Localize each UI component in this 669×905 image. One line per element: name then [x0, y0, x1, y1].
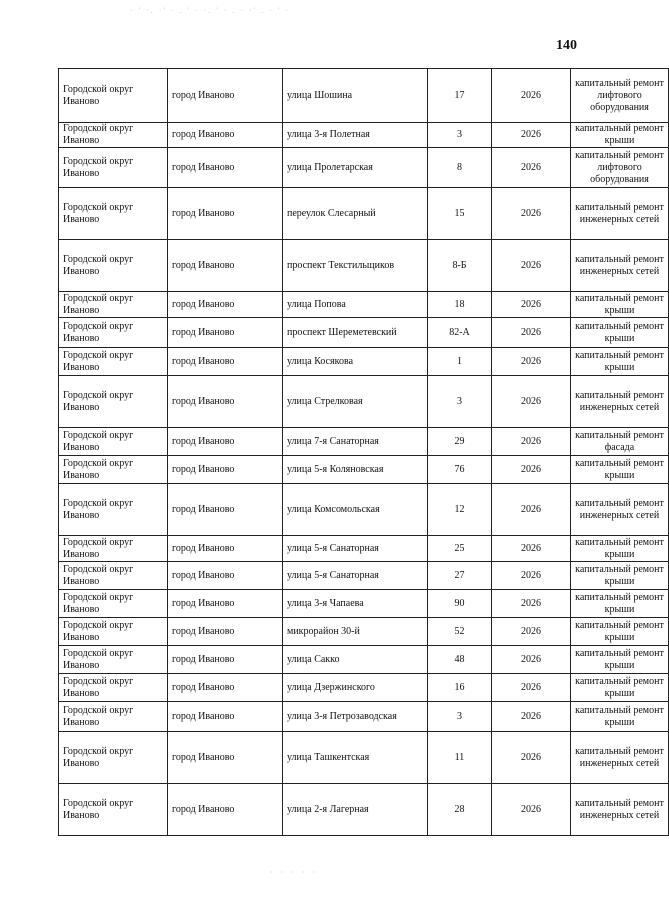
municipality-cell: Городской округ Иваново: [59, 562, 168, 590]
city-cell: город Иваново: [168, 784, 283, 836]
street-cell: переулок Слесарный: [283, 188, 428, 240]
street-cell: микрорайон 30-й: [283, 618, 428, 646]
table-row: [59, 148, 669, 188]
table-row: [59, 348, 669, 376]
table-row: [59, 123, 669, 148]
work-type-cell: капитальный ремонт инженерных сетей: [571, 376, 669, 428]
year-cell: 2026: [492, 348, 571, 376]
street-cell: улица Ташкентская: [283, 732, 428, 784]
municipality-cell: Городской округ Иваново: [59, 702, 168, 732]
municipality-cell: Городской округ Иваново: [59, 148, 168, 188]
house-number-cell: 90: [428, 590, 492, 618]
house-number-cell: 3: [428, 376, 492, 428]
table-row: [59, 784, 669, 836]
house-number-cell: 8-Б: [428, 240, 492, 292]
work-type-cell: капитальный ремонт крыши: [571, 292, 669, 318]
municipality-cell: Городской округ Иваново: [59, 69, 168, 123]
street-cell: улица Стрелковая: [283, 376, 428, 428]
municipality-cell: Городской округ Иваново: [59, 674, 168, 702]
street-cell: улица 3-я Петрозаводская: [283, 702, 428, 732]
year-cell: 2026: [492, 376, 571, 428]
work-type-cell: капитальный ремонт инженерных сетей: [571, 484, 669, 536]
table-row: [59, 702, 669, 732]
street-cell: улица 7-я Санаторная: [283, 428, 428, 456]
municipality-cell: Городской округ Иваново: [59, 784, 168, 836]
city-cell: город Иваново: [168, 484, 283, 536]
municipality-cell: Городской округ Иваново: [59, 292, 168, 318]
municipality-cell: Городской округ Иваново: [59, 456, 168, 484]
house-number-cell: 52: [428, 618, 492, 646]
year-cell: 2026: [492, 702, 571, 732]
work-type-cell: капитальный ремонт крыши: [571, 536, 669, 562]
street-cell: улица 5-я Коляновская: [283, 456, 428, 484]
street-cell: улица 3-я Чапаева: [283, 590, 428, 618]
city-cell: город Иваново: [168, 702, 283, 732]
house-number-cell: 17: [428, 69, 492, 123]
street-cell: улица Комсомольская: [283, 484, 428, 536]
year-cell: 2026: [492, 148, 571, 188]
table-row: [59, 188, 669, 240]
table-row: [59, 618, 669, 646]
work-type-cell: капитальный ремонт лифтового оборудования: [571, 148, 669, 188]
street-cell: улица 2-я Лагерная: [283, 784, 428, 836]
work-type-cell: капитальный ремонт фасада: [571, 428, 669, 456]
work-type-cell: капитальный ремонт инженерных сетей: [571, 188, 669, 240]
house-number-cell: 28: [428, 784, 492, 836]
year-cell: 2026: [492, 292, 571, 318]
table-row: [59, 240, 669, 292]
table-row: [59, 318, 669, 348]
table-row: [59, 562, 669, 590]
street-cell: проспект Шереметевский: [283, 318, 428, 348]
work-type-cell: капитальный ремонт крыши: [571, 674, 669, 702]
house-number-cell: 8: [428, 148, 492, 188]
city-cell: город Иваново: [168, 562, 283, 590]
city-cell: город Иваново: [168, 674, 283, 702]
city-cell: город Иваново: [168, 456, 283, 484]
municipality-cell: Городской округ Иваново: [59, 348, 168, 376]
year-cell: 2026: [492, 562, 571, 590]
house-number-cell: 1: [428, 348, 492, 376]
house-number-cell: 25: [428, 536, 492, 562]
work-type-cell: капитальный ремонт крыши: [571, 123, 669, 148]
municipality-cell: Городской округ Иваново: [59, 123, 168, 148]
year-cell: 2026: [492, 784, 571, 836]
house-number-cell: 3: [428, 702, 492, 732]
table-row: [59, 674, 669, 702]
city-cell: город Иваново: [168, 618, 283, 646]
municipality-cell: Городской округ Иваново: [59, 428, 168, 456]
table-row: [59, 646, 669, 674]
city-cell: город Иваново: [168, 123, 283, 148]
house-number-cell: 27: [428, 562, 492, 590]
house-number-cell: 15: [428, 188, 492, 240]
registry-body: [59, 69, 669, 836]
year-cell: 2026: [492, 484, 571, 536]
table-row: [59, 590, 669, 618]
house-number-cell: 29: [428, 428, 492, 456]
municipality-cell: Городской округ Иваново: [59, 536, 168, 562]
city-cell: город Иваново: [168, 148, 283, 188]
year-cell: 2026: [492, 618, 571, 646]
work-type-cell: капитальный ремонт крыши: [571, 318, 669, 348]
house-number-cell: 11: [428, 732, 492, 784]
work-type-cell: капитальный ремонт крыши: [571, 702, 669, 732]
street-cell: улица Сакко: [283, 646, 428, 674]
table-row: [59, 732, 669, 784]
house-number-cell: 18: [428, 292, 492, 318]
street-cell: улица Шошина: [283, 69, 428, 123]
year-cell: 2026: [492, 732, 571, 784]
city-cell: город Иваново: [168, 428, 283, 456]
work-type-cell: капитальный ремонт крыши: [571, 348, 669, 376]
city-cell: город Иваново: [168, 732, 283, 784]
table-row: [59, 292, 669, 318]
street-cell: улица 3-я Полетная: [283, 123, 428, 148]
municipality-cell: Городской округ Иваново: [59, 732, 168, 784]
table-row: [59, 484, 669, 536]
municipality-cell: Городской округ Иваново: [59, 188, 168, 240]
city-cell: город Иваново: [168, 69, 283, 123]
work-type-cell: капитальный ремонт лифтового оборудования: [571, 69, 669, 123]
year-cell: 2026: [492, 428, 571, 456]
year-cell: 2026: [492, 674, 571, 702]
house-number-cell: 16: [428, 674, 492, 702]
repair-registry-table: [58, 68, 669, 836]
work-type-cell: капитальный ремонт крыши: [571, 590, 669, 618]
year-cell: 2026: [492, 318, 571, 348]
scan-noise-top: · ' ·. ·' · . ' · ·. ' · . · ·' . · ' ·: [130, 6, 290, 15]
municipality-cell: Городской округ Иваново: [59, 618, 168, 646]
table-row: [59, 456, 669, 484]
page-number: 140: [556, 38, 577, 53]
work-type-cell: капитальный ремонт инженерных сетей: [571, 240, 669, 292]
city-cell: город Иваново: [168, 348, 283, 376]
city-cell: город Иваново: [168, 646, 283, 674]
street-cell: улица 5-я Санаторная: [283, 536, 428, 562]
work-type-cell: капитальный ремонт крыши: [571, 646, 669, 674]
house-number-cell: 12: [428, 484, 492, 536]
table-row: [59, 536, 669, 562]
table-row: [59, 376, 669, 428]
municipality-cell: Городской округ Иваново: [59, 484, 168, 536]
year-cell: 2026: [492, 646, 571, 674]
work-type-cell: капитальный ремонт крыши: [571, 456, 669, 484]
municipality-cell: Городской округ Иваново: [59, 376, 168, 428]
year-cell: 2026: [492, 590, 571, 618]
street-cell: улица Косякова: [283, 348, 428, 376]
street-cell: проспект Текстильщиков: [283, 240, 428, 292]
municipality-cell: Городской округ Иваново: [59, 318, 168, 348]
city-cell: город Иваново: [168, 590, 283, 618]
year-cell: 2026: [492, 536, 571, 562]
work-type-cell: капитальный ремонт инженерных сетей: [571, 784, 669, 836]
year-cell: 2026: [492, 456, 571, 484]
municipality-cell: Городской округ Иваново: [59, 590, 168, 618]
street-cell: улица Дзержинского: [283, 674, 428, 702]
street-cell: улица Попова: [283, 292, 428, 318]
table-row: [59, 69, 669, 123]
house-number-cell: 76: [428, 456, 492, 484]
city-cell: город Иваново: [168, 376, 283, 428]
table-row: [59, 428, 669, 456]
house-number-cell: 3: [428, 123, 492, 148]
work-type-cell: капитальный ремонт крыши: [571, 618, 669, 646]
city-cell: город Иваново: [168, 318, 283, 348]
municipality-cell: Городской округ Иваново: [59, 646, 168, 674]
city-cell: город Иваново: [168, 240, 283, 292]
street-cell: улица 5-я Санаторная: [283, 562, 428, 590]
year-cell: 2026: [492, 240, 571, 292]
year-cell: 2026: [492, 123, 571, 148]
street-cell: улица Пролетарская: [283, 148, 428, 188]
city-cell: город Иваново: [168, 536, 283, 562]
city-cell: город Иваново: [168, 188, 283, 240]
work-type-cell: капитальный ремонт инженерных сетей: [571, 732, 669, 784]
house-number-cell: 82-А: [428, 318, 492, 348]
year-cell: 2026: [492, 188, 571, 240]
municipality-cell: Городской округ Иваново: [59, 240, 168, 292]
work-type-cell: капитальный ремонт крыши: [571, 562, 669, 590]
year-cell: 2026: [492, 69, 571, 123]
city-cell: город Иваново: [168, 292, 283, 318]
house-number-cell: 48: [428, 646, 492, 674]
scan-noise-bottom: · · · · ·: [270, 868, 319, 877]
